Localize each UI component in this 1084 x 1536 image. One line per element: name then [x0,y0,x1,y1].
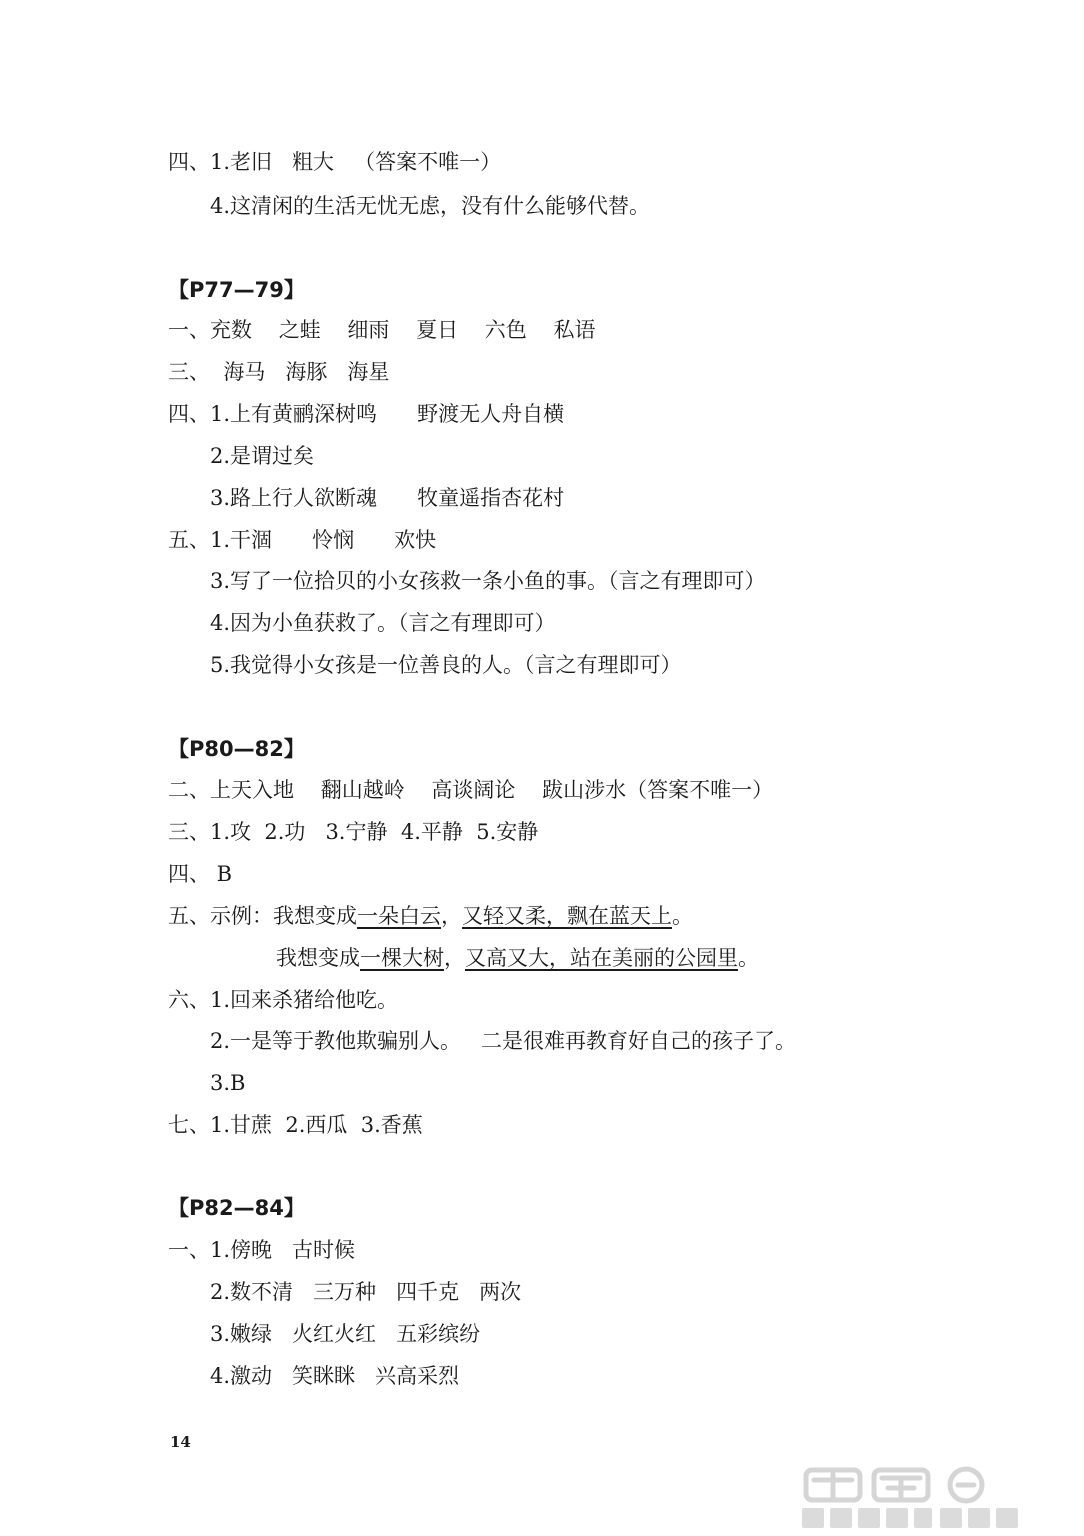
answer-line: 4.这清闲的生活无忧无虑，没有什么能够代替。 [210,194,651,218]
answer-line: 4.激动 笑眯眯 兴高采烈 [210,1364,460,1388]
answer-line: 七、1.甘蔗 2.西瓜 3.香蕉 [168,1113,423,1137]
answer-text: ， [441,904,462,928]
watermark-logo [800,1466,1080,1532]
answer-text: 我想变成 [276,946,360,970]
answer-line: 二、上天入地 翻山越岭 高谈阔论 跋山涉水（答案不唯一） [168,778,774,802]
section-header: 【P80—82】 [168,737,305,761]
answer-line: 3.B [210,1071,246,1095]
answer-line [168,902,693,930]
answer-line: 四、1.上有黄鹂深树鸣 野渡无人舟自横 [168,402,565,426]
section-header: 【P82—84】 [168,1196,305,1220]
answer-line: 三、 海马 海豚 海星 [168,360,390,384]
underlined-answer: 又轻又柔，飘在蓝天上 [462,904,672,928]
answer-line: 一、充数 之蛙 细雨 夏日 六色 私语 [168,318,596,342]
section-header: 【P77—79】 [168,278,305,302]
answer-text: 。 [738,946,759,970]
underlined-answer: 又高又大，站在美丽的公园里 [465,946,738,970]
answer-line: 五、1.干涸 怜悯 欢快 [168,528,437,552]
answer-text: 五、示例：我想变成 [168,904,357,928]
answer-line: 四、1.老旧 粗大 （答案不唯一） [168,150,502,174]
answer-text: ， [444,946,465,970]
answer-text: 。 [672,904,693,928]
answer-line: 2.是谓过矣 [210,444,315,468]
answer-line: 2.一是等于教他欺骗别人。 二是很难再教育好自己的孩子了。 [210,1029,797,1053]
answer-line: 3.写了一位拾贝的小女孩救一条小鱼的事。（言之有理即可） [210,569,766,593]
answer-line: 3.路上行人欲断魂 牧童遥指杏花村 [210,486,565,510]
answer-line: 5.我觉得小女孩是一位善良的人。（言之有理即可） [210,653,682,677]
answer-line: 3.嫩绿 火红火红 五彩缤纷 [210,1322,481,1346]
answer-line: 四、 B [168,862,233,886]
answer-line: 六、1.回来杀猪给他吃。 [168,988,399,1012]
answer-line [276,944,759,972]
answer-line: 2.数不清 三万种 四千克 两次 [210,1280,522,1304]
page-number: 14 [170,1433,191,1451]
answer-line: 4.因为小鱼获救了。（言之有理即可） [210,611,556,635]
answer-line: 一、1.傍晚 古时候 [168,1238,356,1262]
underlined-answer: 一朵白云 [357,904,441,928]
underlined-answer: 一棵大树 [360,946,444,970]
answer-line: 三、1.攻 2.功 3.宁静 4.平静 5.安静 [168,820,539,844]
